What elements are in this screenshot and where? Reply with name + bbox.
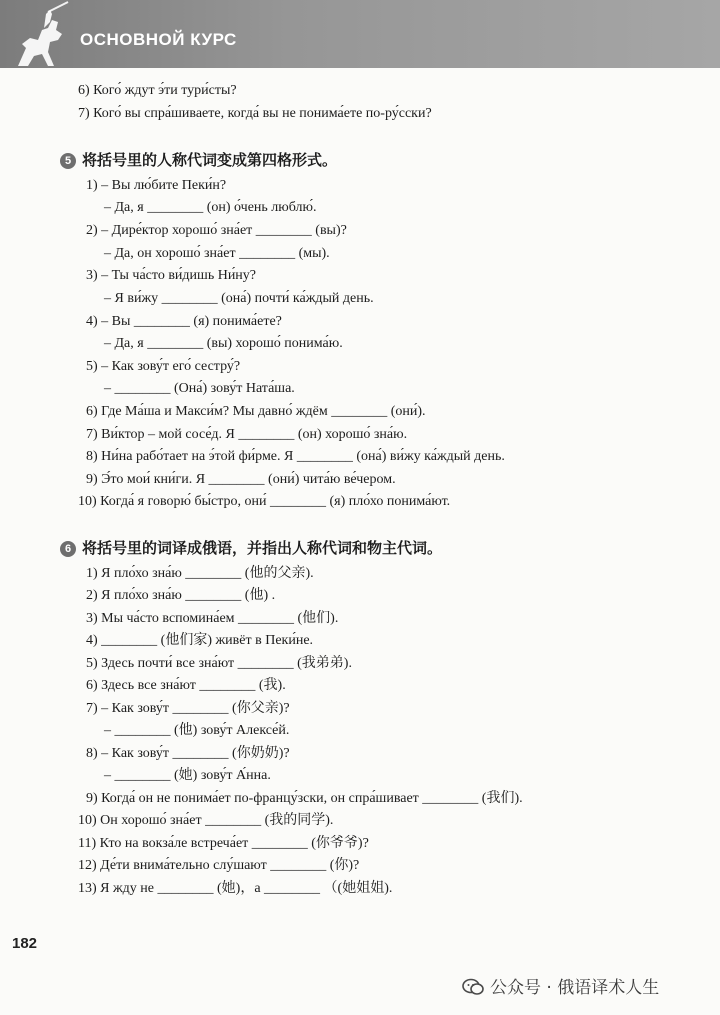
exercise-line: 11) Кто на вокза́ле встреча́ет ________ (你爷爷)?: [78, 836, 369, 851]
section-6-heading: [60, 539, 442, 557]
exercise-line: – ________ (她) зову́т А́нна.: [104, 768, 271, 783]
watermark: [462, 973, 659, 998]
exercise-line: 1) Я пло́хо зна́ю ________ (他的父亲).: [86, 566, 314, 581]
exercise-line: – Я ви́жу ________ (она́) почти́ ка́ждый день.: [104, 291, 374, 306]
exercise-line: 6) Где Ма́ша и Макси́м? Мы давно́ ждём ________ (они́).: [86, 404, 426, 419]
exercise-line: 2) – Дире́ктор хорошо́ зна́ет ________ (вы)?: [86, 223, 347, 238]
exercise-line: – ________ (Она́) зову́т Ната́ша.: [104, 381, 295, 396]
exercise-line: 9) Э́то мои́ кни́ги. Я ________ (они́) чита́ю ве́чером.: [86, 472, 396, 487]
exercise-line: 3) – Ты ча́сто ви́дишь Ни́ну?: [86, 268, 257, 283]
exercise-line: 5) – Как зову́т его́ сестру́?: [86, 359, 241, 374]
exercise-line: 6) Кого́ ждут э́ти тури́сты?: [78, 83, 237, 98]
section-number-badge: 6: [60, 541, 76, 557]
wechat-icon: [462, 978, 484, 996]
exercise-line: 4) – Вы ________ (я) понима́ете?: [86, 314, 282, 329]
exercise-line: – Да, я ________ (вы) хорошо́ понима́ю.: [104, 336, 343, 351]
exercise-line: 13) Я жду не ________ (她)，а ________ （(她姐姐).: [78, 881, 393, 896]
exercise-line: 12) Де́ти внима́тельно слу́шают ________ (你)?: [78, 858, 360, 873]
section-5-title: 将括号里的人称代词变成第四格形式。: [82, 151, 338, 169]
horseman-logo-icon: [8, 0, 76, 68]
exercise-line: 7) Ви́ктор – мой сосе́д. Я ________ (он) хорошо́ зна́ю.: [86, 427, 408, 442]
exercise-line: – ________ (他) зову́т Алексе́й.: [104, 723, 290, 738]
exercise-line: 2) Я пло́хо зна́ю ________ (他) .: [86, 588, 276, 603]
exercise-line: 1) – Вы лю́бите Пеки́н?: [86, 178, 227, 193]
exercise-line: 5) Здесь почти́ все зна́ют ________ (我弟弟).: [86, 656, 352, 671]
exercise-line: 4) ________ (他们家) живёт в Пеки́не.: [86, 633, 314, 648]
page-header: [0, 0, 720, 68]
section-6-title: 将括号里的词译成俄语，并指出人称代词和物主代词。: [82, 539, 443, 557]
watermark-text: 公众号 · 俄语译术人生: [490, 978, 660, 998]
section-number-badge: 5: [60, 153, 76, 169]
exercise-line: – Да, я ________ (он) о́чень люблю́.: [104, 200, 317, 215]
section-5-heading: [60, 151, 337, 169]
exercise-line: – Да, он хорошо́ зна́ет ________ (мы).: [104, 246, 330, 261]
exercise-line: 7) Кого́ вы спра́шиваете, когда́ вы не понима́ете по-ру́сски?: [78, 106, 432, 121]
exercise-line: 3) Мы ча́сто вспомина́ем ________ (他们).: [86, 611, 339, 626]
exercise-line: 7) – Как зову́т ________ (你父亲)?: [86, 701, 290, 716]
exercise-line: 10) Когда́ я говорю́ бы́стро, они́ ________ (я) пло́хо понима́ют.: [78, 494, 451, 509]
exercise-line: 6) Здесь все зна́ют ________ (我).: [86, 678, 286, 693]
exercise-line: 10) Он хорошо́ зна́ет ________ (我的同学).: [78, 813, 334, 828]
page-number: 182: [12, 935, 38, 952]
exercise-line: 9) Когда́ он не понима́ет по-францу́зски, он спра́шивает ________ (我们).: [86, 791, 523, 806]
header-title: ОСНОВНОЙ КУРС: [80, 30, 237, 49]
exercise-line: 8) – Как зову́т ________ (你奶奶)?: [86, 746, 290, 761]
exercise-line: 8) Ни́на рабо́тает на э́той фи́рме. Я ________ (она́) ви́жу ка́ждый день.: [86, 449, 505, 464]
